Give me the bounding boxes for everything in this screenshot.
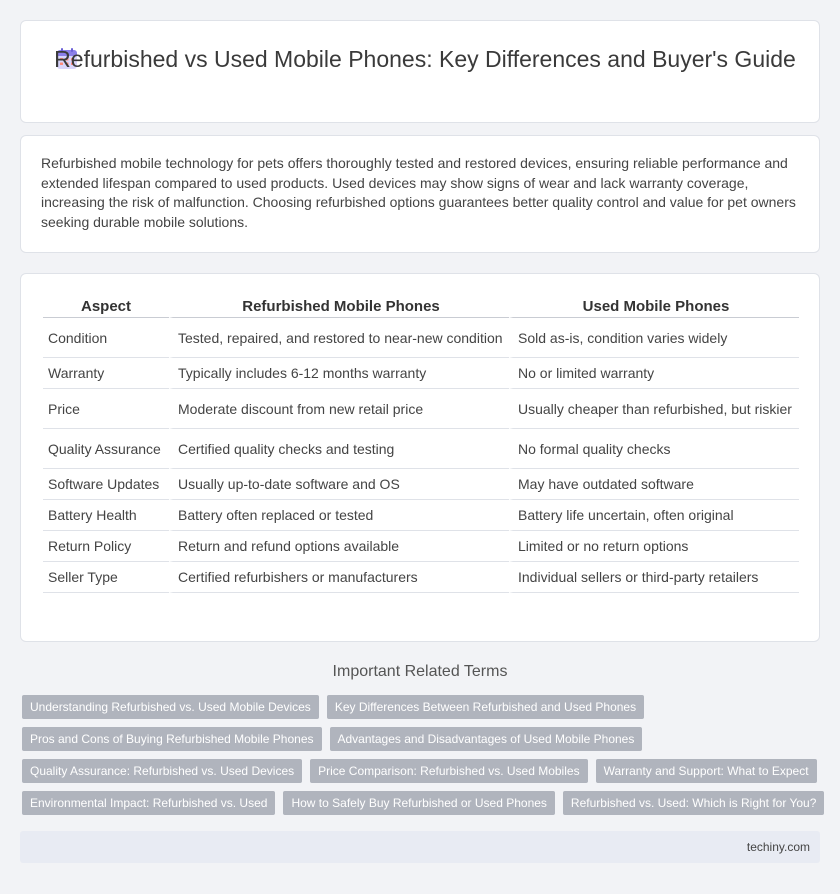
table-cell-used: No or limited warranty	[509, 358, 799, 389]
related-term-tag[interactable]: How to Safely Buy Refurbished or Used Phones	[283, 791, 554, 815]
related-terms-heading: Important Related Terms	[332, 663, 508, 680]
table-row	[43, 500, 799, 531]
table-cell-refurbished: Usually up-to-date software and OS	[169, 469, 509, 500]
table-cell-used: Usually cheaper than refurbished, but riskier	[509, 389, 799, 429]
related-term-tag[interactable]: Advantages and Disadvantages of Used Mobile Phones	[330, 727, 643, 751]
table-cell-aspect: Battery Health	[43, 500, 169, 531]
table-cell-refurbished: Return and refund options available	[169, 531, 509, 562]
table-cell-aspect: Quality Assurance	[43, 429, 169, 469]
related-term-tag[interactable]: Price Comparison: Refurbished vs. Used Mobiles	[310, 759, 587, 783]
related-term-tag[interactable]: Warranty and Support: What to Expect	[596, 759, 817, 783]
table-row	[43, 469, 799, 500]
table-cell-aspect: Condition	[43, 318, 169, 358]
related-term-tag[interactable]: Refurbished vs. Used: Which is Right for You?	[563, 791, 824, 815]
related-term-tag[interactable]: Understanding Refurbished vs. Used Mobile Devices	[22, 695, 319, 719]
table-cell-aspect: Price	[43, 389, 169, 429]
column-header-refurbished: Refurbished Mobile Phones	[169, 296, 509, 318]
footer-site-link[interactable]: techiny.com	[746, 840, 810, 854]
table-row	[43, 562, 799, 593]
table-cell-refurbished: Moderate discount from new retail price	[169, 389, 509, 429]
related-term-tag[interactable]: Key Differences Between Refurbished and Used Phones	[327, 695, 644, 719]
page-title: Refurbished vs Used Mobile Phones: Key Differences and Buyer's Guide	[54, 46, 796, 72]
table-cell-aspect: Software Updates	[43, 469, 169, 500]
table-cell-used: Battery life uncertain, often original	[509, 500, 799, 531]
table-cell-used: Sold as-is, condition varies widely	[509, 318, 799, 358]
table-cell-aspect: Warranty	[43, 358, 169, 389]
column-header-aspect: Aspect	[43, 296, 169, 318]
table-cell-aspect: Return Policy	[43, 531, 169, 562]
column-header-used: Used Mobile Phones	[509, 296, 799, 318]
header-card	[20, 20, 820, 123]
intro-card	[20, 135, 820, 253]
footer	[20, 831, 820, 863]
table-cell-used: Individual sellers or third-party retailers	[509, 562, 799, 593]
comparison-table	[43, 296, 799, 593]
related-term-tag[interactable]: Environmental Impact: Refurbished vs. Used	[22, 791, 275, 815]
table-row	[43, 358, 799, 389]
table-row	[43, 429, 799, 469]
table-cell-refurbished: Battery often replaced or tested	[169, 500, 509, 531]
related-term-tag[interactable]: Pros and Cons of Buying Refurbished Mobile Phones	[22, 727, 322, 751]
table-row	[43, 389, 799, 429]
table-row	[43, 318, 799, 358]
related-term-tag[interactable]: Quality Assurance: Refurbished vs. Used Devices	[22, 759, 302, 783]
table-header-row	[43, 296, 799, 318]
related-terms-list	[22, 695, 822, 823]
intro-paragraph: Refurbished mobile technology for pets offers thoroughly tested and restored devices, ensuring reliable performance and extended lifespan compared to used products. Used devices may show signs of wear and lack warranty coverage, increasing the risk of malfunction. Choosing refurbished options guarantees better quality control and value for pet owners seeking durable mobile solutions.	[41, 155, 796, 230]
table-row	[43, 531, 799, 562]
table-cell-aspect: Seller Type	[43, 562, 169, 593]
comparison-table-card	[20, 273, 820, 642]
table-cell-used: No formal quality checks	[509, 429, 799, 469]
table-cell-refurbished: Tested, repaired, and restored to near-new condition	[169, 318, 509, 358]
table-cell-used: Limited or no return options	[509, 531, 799, 562]
table-cell-refurbished: Certified quality checks and testing	[169, 429, 509, 469]
table-cell-refurbished: Certified refurbishers or manufacturers	[169, 562, 509, 593]
table-cell-used: May have outdated software	[509, 469, 799, 500]
table-cell-refurbished: Typically includes 6-12 months warranty	[169, 358, 509, 389]
